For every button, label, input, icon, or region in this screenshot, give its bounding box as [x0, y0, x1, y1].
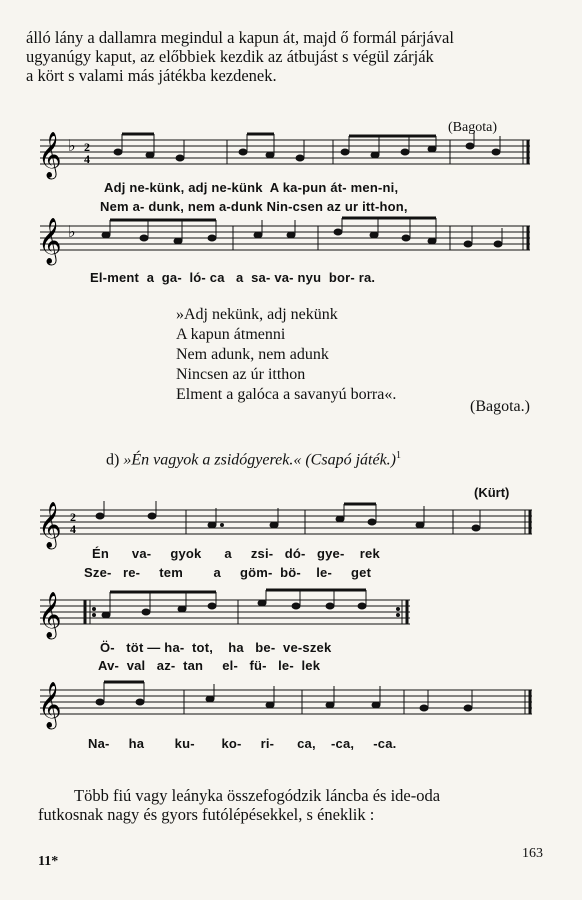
section-label: d) — [106, 451, 120, 469]
footnote-mark: 1 — [396, 450, 401, 461]
song2-source: (Kürt) — [474, 485, 510, 500]
song2-row2-verse2: Av- val az- tan el- fü- le- lek — [98, 658, 321, 673]
intro-line-1: álló lány a dallamra megindul a kapun át, majd ő formál párjával — [26, 28, 454, 47]
treble-clef-icon: 𝄞 — [38, 502, 62, 548]
treble-clef-icon: 𝄞 — [38, 132, 62, 178]
signature-mark: 11* — [38, 854, 59, 869]
song2-row2-verse1: Ö- töt — ha- tot, ha be- ve-szek — [100, 640, 332, 655]
intro-paragraph — [26, 28, 546, 85]
section-d-heading — [106, 450, 401, 469]
treble-clef-icon: 𝄞 — [38, 592, 62, 638]
section-subtitle: (Csapó játék.) — [305, 451, 396, 469]
treble-clef-icon: 𝄞 — [38, 218, 62, 264]
intro-line-3: a kört s valami más játékba kezdenek. — [26, 66, 277, 85]
poem — [176, 305, 396, 405]
flat-sign-icon: ♭ — [68, 222, 76, 241]
poem-line-4: Nincsen az úr itthon — [176, 366, 306, 383]
time-sig-bottom: 4 — [70, 522, 76, 536]
poem-line-3: Nem adunk, nem adunk — [176, 346, 329, 363]
flat-sign-icon: ♭ — [68, 136, 76, 155]
time-sig-top: 2 — [84, 140, 90, 154]
poem-line-5: Elment a galóca a savanyú borra«. — [176, 386, 397, 403]
poem-line-2: A kapun átmenni — [176, 326, 286, 343]
song1-staff-row2 — [0, 214, 582, 274]
outro-line-2: futkosnak nagy és gyors futólépésekkel, s éneklik : — [38, 805, 375, 824]
time-sig-bottom: 4 — [84, 152, 90, 166]
song2-staff-row3 — [0, 676, 582, 736]
song2-row1-verse2: Sze- re- tem a göm- bö- le- get — [84, 565, 372, 580]
outro-line-1: Több fiú vagy leányka összefogódzik láncba és ide-oda — [74, 786, 441, 805]
song1-source: (Bagota) — [448, 120, 497, 135]
song2-row3: Na- ha ku- ko- ri- ca, -ca, -ca. — [88, 736, 397, 751]
intro-line-2: ugyanúgy kaput, az előbbiek kezdik az átbujást s végül zárják — [26, 47, 434, 66]
song1-staff-row1 — [0, 128, 582, 188]
section-title: »Én vagyok a zsidógyerek.« — [123, 451, 302, 469]
song1-verse1-line1: Adj ne-künk, adj ne-künk A ka-pun át- men-ni, — [104, 180, 399, 195]
treble-clef-icon: 𝄞 — [38, 682, 62, 728]
song1-line2: El-ment a ga- ló- ca a sa- va- nyu bor- ra. — [90, 270, 376, 285]
time-sig-top: 2 — [70, 510, 76, 524]
song1-verse2-line1: Nem a- dunk, nem a-dunk Nin-csen az ur itt-hon, — [100, 199, 408, 214]
poem-line-1: »Adj nekünk, adj nekünk — [176, 306, 338, 323]
song2-row1-verse1: Én va- gyok a zsi- dó- gye- rek — [92, 546, 380, 561]
outro-paragraph — [38, 786, 558, 824]
page-number: 163 — [522, 846, 543, 861]
song2-staff-row2 — [0, 586, 582, 646]
poem-source: (Bagota.) — [470, 398, 530, 415]
